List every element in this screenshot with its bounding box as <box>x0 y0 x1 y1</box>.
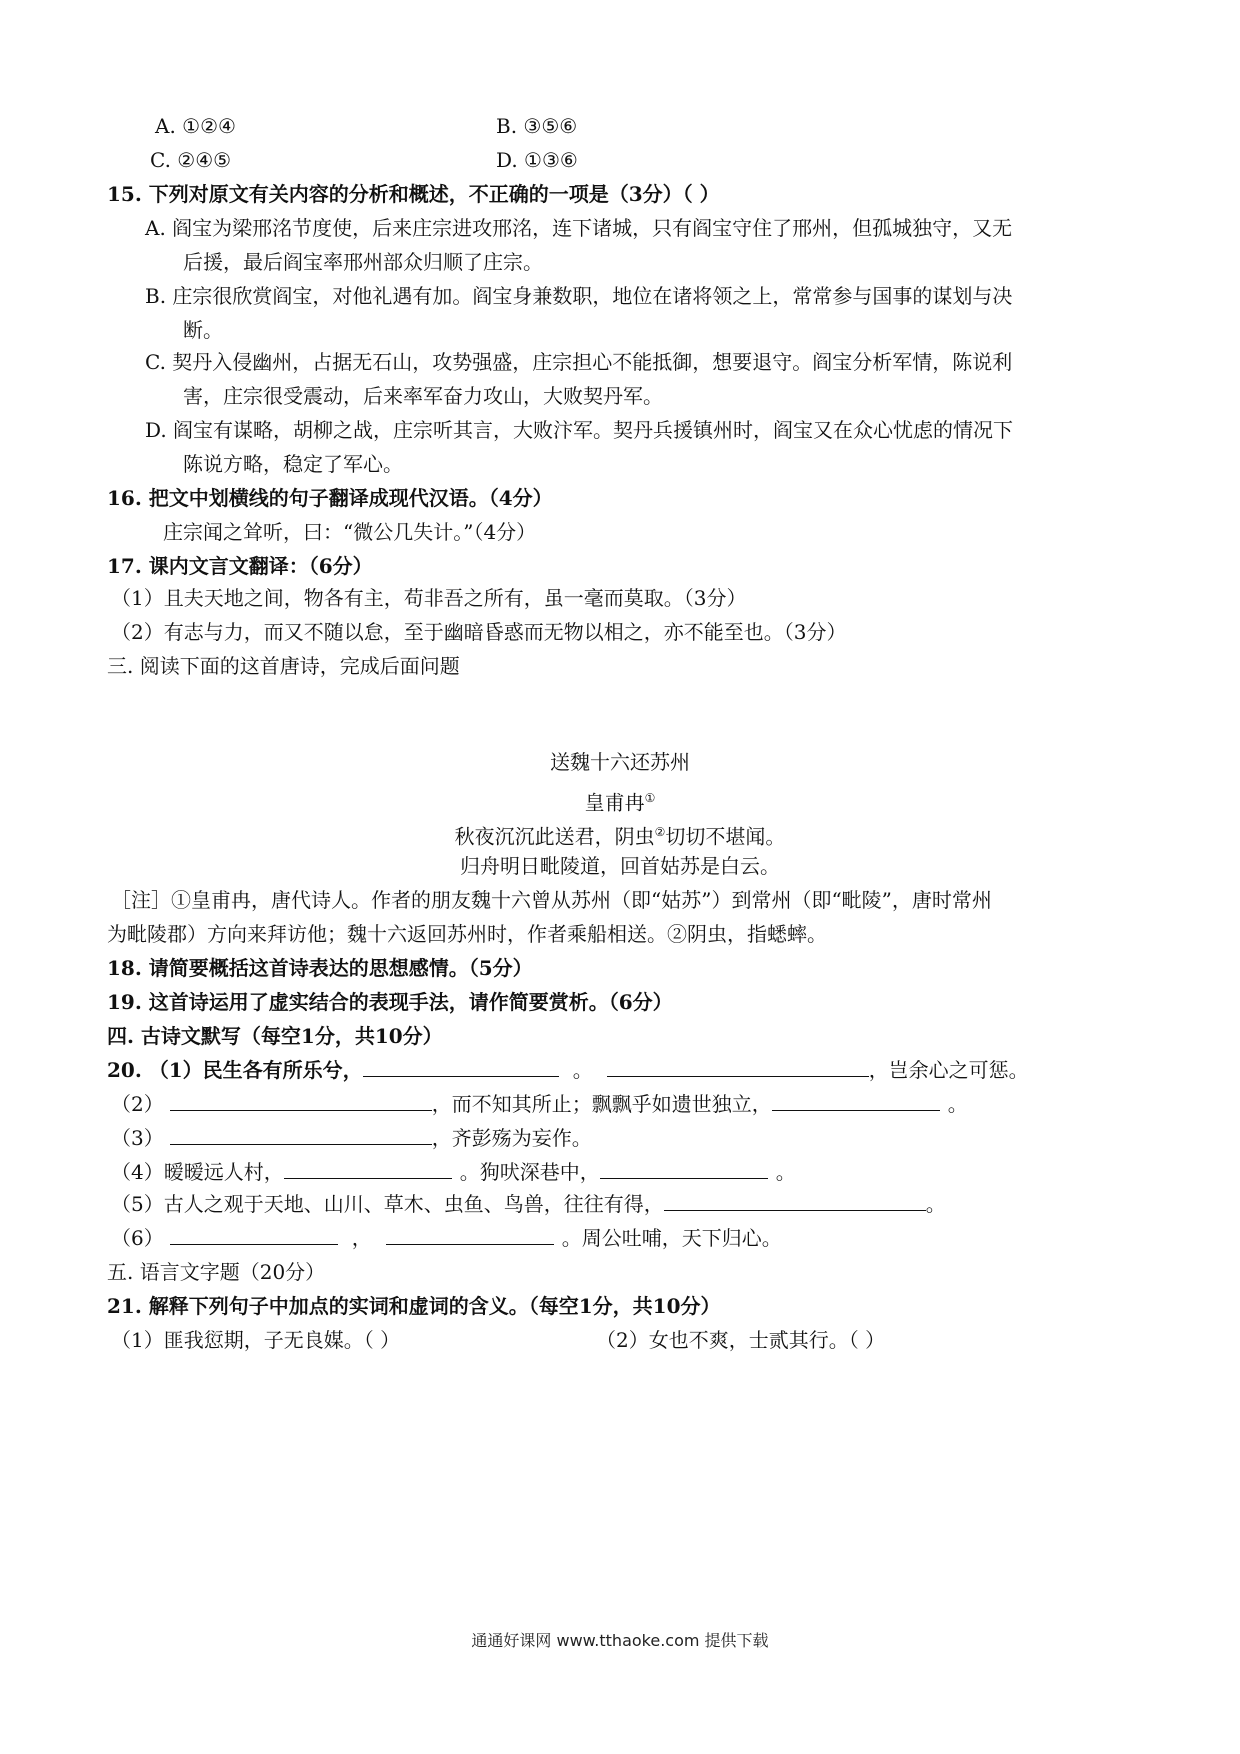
q20-line-4-mid: 。狗吠深巷中， <box>459 1160 600 1184</box>
q20-blank-4[interactable] <box>772 1090 940 1111</box>
q20-line-4-prefix: （4）暧暧远人村， <box>111 1160 284 1184</box>
poem-line-1 <box>0 818 1240 851</box>
q14-option-a: A. ①②④ <box>155 114 236 138</box>
q20-line-1 <box>107 1056 1029 1084</box>
poem-line-1-note-mark: ② <box>654 825 666 839</box>
q15-option-b-line1: B. 庄宗很欣赏阎宝，对他礼遇有加。阎宝身兼数职，地位在诸将领之上，常常参与国事的谋划与决 <box>145 284 1013 308</box>
q14-option-b: B. ③⑤⑥ <box>496 114 578 138</box>
q20-line-2-post: 。 <box>947 1092 968 1116</box>
q15-option-c-line1: C. 契丹入侵幽州，占据无石山，攻势强盛，庄宗担心不能抵御，想要退守。阎宝分析军情，陈说利 <box>145 350 1013 374</box>
q20-line-4-post: 。 <box>775 1160 796 1184</box>
q15-option-c-line2: 害，庄宗很受震动，后来率军奋力攻山，大败契丹军。 <box>183 384 663 408</box>
q15-option-d-line2: 陈说方略，稳定了军心。 <box>183 452 403 476</box>
q17-sentence-2: （2）有志与力，而又不随以怠，至于幽暗昏惑而无物以相之，亦不能至也。（3分） <box>111 620 847 644</box>
q19: 19. 这首诗运用了虚实结合的表现手法，请作简要赏析。（6分） <box>107 990 673 1014</box>
q15-option-a-line2: 后援，最后阎宝率邢州部众归顺了庄宗。 <box>183 250 543 274</box>
q20-blank-7[interactable] <box>600 1158 768 1179</box>
q20-line-6-prefix: （6） <box>111 1226 164 1250</box>
q16-stem: 16. 把文中划横线的句子翻译成现代汉语。（4分） <box>107 486 553 510</box>
q20-line-2 <box>111 1090 968 1118</box>
poem-line-1b: 切切不堪闻。 <box>665 824 786 849</box>
q20-line-6-post: 。周公吐哺，天下归心。 <box>561 1226 782 1250</box>
poem-title: 送魏十六还苏州 <box>550 750 690 774</box>
q17-sentence-1: （1）且夫天地之间，物各有主，苟非吾之所有，虽一毫而莫取。（3分） <box>111 586 747 610</box>
q21-sentence-2: （2）女也不爽，士贰其行。（ ） <box>596 1328 886 1352</box>
q20-line-6-mid: ， <box>351 1226 372 1250</box>
q20-line-3-prefix: （3） <box>111 1126 164 1150</box>
q18: 18. 请简要概括这首诗表达的思想感情。（5分） <box>107 956 533 980</box>
q20-line-1-mid: 。 <box>572 1058 593 1082</box>
q20-blank-1[interactable] <box>363 1056 559 1077</box>
q21-stem: 21. 解释下列句子中加点的实词和虚词的含义。（每空1分，共10分） <box>107 1294 721 1318</box>
poem-line-2: 归舟明日毗陵道，回首姑苏是白云。 <box>460 854 780 878</box>
section-3-heading: 三. 阅读下面的这首唐诗，完成后面问题 <box>107 654 460 678</box>
q20-line-4 <box>111 1158 796 1186</box>
q20-blank-5[interactable] <box>170 1124 432 1145</box>
q20-line-3 <box>111 1124 592 1152</box>
q20-blank-6[interactable] <box>284 1158 452 1179</box>
q20-line-1-post: ，岂余心之可惩。 <box>868 1058 1029 1082</box>
poem-author-line <box>0 784 1240 817</box>
q20-blank-9[interactable] <box>170 1224 338 1245</box>
q20-line-5-prefix: （5）古人之观于天地、山川、草木、虫鱼、鸟兽，往往有得， <box>111 1192 664 1216</box>
q15-option-d-line1: D. 阎宝有谋略，胡柳之战，庄宗听其言，大败汴军。契丹兵援镇州时，阎宝又在众心忧虑的情况下 <box>145 418 1014 442</box>
poem-line-1a: 秋夜沉沉此送君，阴虫 <box>454 824 655 849</box>
q21-sentence-1: （1）匪我愆期，子无良媒。（ ） <box>111 1328 401 1352</box>
section-4-heading: 四. 古诗文默写（每空1分，共10分） <box>107 1024 443 1048</box>
q14-option-c: C. ②④⑤ <box>150 148 232 172</box>
q17-stem: 17. 课内文言文翻译：（6分） <box>107 554 373 578</box>
q20-line-3-post: ，齐彭殇为妄作。 <box>431 1126 592 1150</box>
q20-blank-2[interactable] <box>607 1056 869 1077</box>
q20-line-2-prefix: （2） <box>111 1092 164 1116</box>
q16-sentence: 庄宗闻之耸听，曰：“微公几失计。”（4分） <box>163 520 537 544</box>
poem-author: 皇甫冉 <box>584 790 645 815</box>
q20-blank-3[interactable] <box>170 1090 432 1111</box>
q15-option-a-line1: A. 阎宝为梁邢洺节度使，后来庄宗进攻邢洺，连下诸城，只有阎宝守住了邢州，但孤城独守，又无 <box>145 216 1013 240</box>
poem-author-note-mark: ① <box>644 791 656 805</box>
q20-line-1-prefix: 20. （1）民生各有所乐兮， <box>107 1058 363 1082</box>
q20-blank-8[interactable] <box>664 1190 926 1211</box>
q20-line-5 <box>111 1190 946 1218</box>
q20-line-2-mid: ，而不知其所止；飘飘乎如遗世独立， <box>431 1092 772 1116</box>
q20-line-6 <box>111 1224 782 1252</box>
q15-option-b-line2: 断。 <box>183 318 223 342</box>
footer-source: 通通好课网 www.tthaoke.com 提供下载 <box>471 1631 769 1650</box>
q14-option-d: D. ①③⑥ <box>496 148 578 172</box>
q20-line-5-post: 。 <box>925 1192 946 1216</box>
q15-stem: 15. 下列对原文有关内容的分析和概述，不正确的一项是（3分）（ ） <box>107 182 720 206</box>
poem-notes-line2: 为毗陵郡）方向来拜访他；魏十六返回苏州时，作者乘船相送。②阴虫，指蟋蟀。 <box>107 922 827 946</box>
q20-blank-10[interactable] <box>386 1224 554 1245</box>
poem-notes-line1: ［注］①皇甫冉，唐代诗人。作者的朋友魏十六曾从苏州（即“姑苏”）到常州（即“毗陵”，唐时常州 <box>111 888 992 912</box>
section-5-heading: 五. 语言文字题（20分） <box>107 1260 326 1284</box>
